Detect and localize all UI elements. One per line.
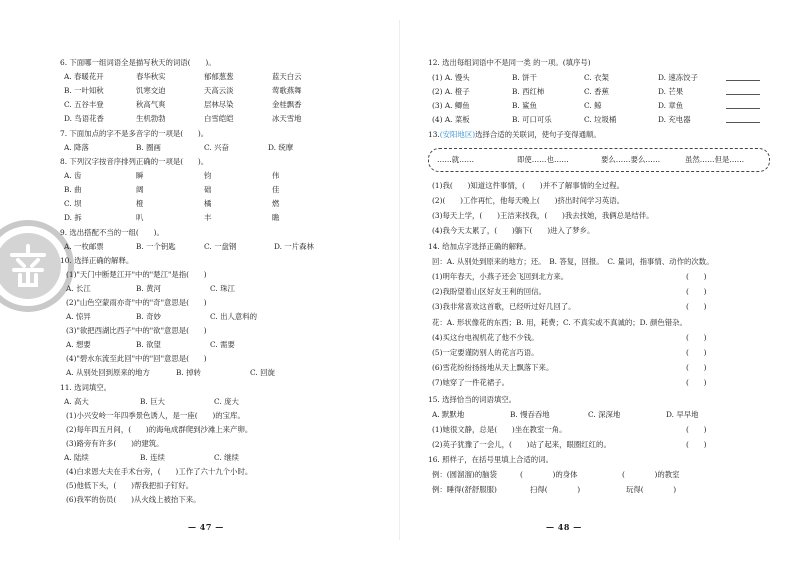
q15-answer-1[interactable]: ( ) bbox=[686, 425, 707, 434]
page-number-48: — 48 — bbox=[546, 522, 582, 532]
q14-line-1: (1)明年春天，小燕子还会飞回到北方来。 bbox=[432, 272, 569, 281]
q8-option-r1-c3: 钧 bbox=[204, 171, 212, 180]
q14-definition-hua: 花：A. 形状像花的东西；B. 用，耗费；C. 不真实或不真诚的；D. 颜色错杂。 bbox=[432, 318, 687, 327]
q7-option-d[interactable]: D. 统摩 bbox=[268, 143, 294, 152]
q8-option-r2-c1[interactable]: B. 曲 bbox=[64, 185, 82, 194]
q12-option-r3-c4[interactable]: D. 章鱼 bbox=[658, 101, 684, 110]
q12-answer-line-4[interactable] bbox=[726, 115, 760, 123]
q16-blank-4[interactable]: 玩得( ) bbox=[626, 485, 677, 494]
q8-option-r4-c1[interactable]: D. 拆 bbox=[64, 213, 82, 222]
q14-line-7: (7)她穿了一件花裙子。 bbox=[432, 378, 509, 387]
chain-option-2: 即使……也…… bbox=[517, 155, 569, 164]
q12-option-r3-c3[interactable]: C. 鲸 bbox=[584, 101, 602, 110]
q8-option-r1-c1[interactable]: A. 齿 bbox=[64, 171, 82, 180]
q9-option-c[interactable]: C. 一盘钢 bbox=[204, 242, 237, 251]
q12-option-r2-c1[interactable]: (2) A. 橙子 bbox=[432, 87, 470, 96]
q9-option-b[interactable]: B. 一个钥匙 bbox=[136, 242, 176, 251]
q16-blank-1[interactable]: ( )的身体 bbox=[520, 470, 578, 479]
q8-option-r3-c3: 橘 bbox=[204, 199, 212, 208]
q11-line-5: (5)他低下头，( )帮我把扣子钉好。 bbox=[66, 481, 194, 490]
q16-example-2: 例：睡得(舒舒服服) bbox=[432, 485, 497, 494]
q12-option-r4-c4[interactable]: D. 充电器 bbox=[658, 115, 691, 124]
q13-line-2: (2)( )工作再忙，他每天晚上( )挤出时间学习英语。 bbox=[432, 196, 624, 205]
q15-question: 15. 选择恰当的词语填空。 bbox=[428, 395, 517, 404]
q7-option-b[interactable]: B. 圈画 bbox=[136, 143, 161, 152]
q12-option-r1-c3[interactable]: C. 衣架 bbox=[584, 73, 609, 82]
q12-option-r2-c2[interactable]: B. 西红柿 bbox=[512, 87, 545, 96]
q12-option-r2-c4[interactable]: D. 芒果 bbox=[658, 87, 684, 96]
q11-line-3: (3)路旁有许多( )的建筑。 bbox=[66, 439, 164, 448]
q13-question: 选择合适的关联词，使句子变得通顺。 bbox=[475, 130, 601, 139]
q8-option-r3-c2: 橙 bbox=[136, 199, 144, 208]
q12-option-r1-c2[interactable]: B. 饼干 bbox=[512, 73, 537, 82]
q6-option-r3-c4: 金桂飘香 bbox=[272, 100, 302, 109]
page-number-47: — 47 — bbox=[188, 522, 224, 532]
q15-line-2: (2)英子犹豫了一会儿，( )站了起来，眼圈红红的。 bbox=[432, 440, 611, 449]
q11-opt1-b[interactable]: B. 巨大 bbox=[140, 397, 165, 406]
q11-opt1-a[interactable]: A. 高大 bbox=[64, 397, 89, 406]
q14-line-6: (6)雪花纷纷扬扬地从天上飘落下来。 bbox=[432, 363, 554, 372]
q16-example-1: 例：(圆溜溜)的脑袋 bbox=[432, 470, 497, 479]
q10-item-1-option-3[interactable]: C. 珠江 bbox=[210, 284, 235, 293]
q11-opt1-c[interactable]: C. 庞大 bbox=[214, 397, 239, 406]
q6-option-r1-c2: 春华秋实 bbox=[136, 72, 166, 81]
q12-answer-line-3[interactable] bbox=[726, 101, 760, 109]
q12-question: 12. 选出每组词语中不是同一类 的一项。(填序号) bbox=[428, 58, 591, 67]
q14-line-4: (4)买这台电视机花了他不少钱。 bbox=[432, 333, 539, 342]
q11-opt2-a[interactable]: A. 陆续 bbox=[64, 453, 89, 462]
q12-option-r4-c3[interactable]: C. 垃圾桶 bbox=[584, 115, 617, 124]
seal-glyph-icon bbox=[2, 240, 54, 292]
q9-option-d[interactable]: D. 一片森林 bbox=[274, 242, 314, 251]
q13-line-1: (1)我( )知道这件事情，( )并不了解事情的全过程。 bbox=[432, 181, 624, 190]
q8-option-r2-c2: 阔 bbox=[136, 185, 144, 194]
q10-item-3-option-3[interactable]: C. 需要 bbox=[210, 340, 235, 349]
q9-option-a[interactable]: A. 一枚邮票 bbox=[64, 242, 104, 251]
q10-item-4-option-3[interactable]: C. 回旋 bbox=[250, 368, 275, 377]
q11-question: 11. 选词填空。 bbox=[60, 383, 112, 392]
q8-option-r1-c4: 伟 bbox=[272, 171, 280, 180]
q14-question: 14. 给加点字选择正确的解释。 bbox=[428, 242, 531, 251]
q14-definition-hui: 回：A. 从别处到原来的地方；还。 B. 答复，回报。 C. 量词，指事情、动作的次数。 bbox=[432, 257, 714, 266]
q12-option-r2-c3[interactable]: C. 香蕉 bbox=[584, 87, 609, 96]
q10-item-4: (4)"碧水东流至此回"中的"回"意思是( ) bbox=[66, 354, 207, 363]
q6-option-r1-c1[interactable]: A. 春暖花开 bbox=[64, 72, 104, 81]
page-48 bbox=[400, 0, 800, 580]
q11-opt2-c[interactable]: C. 继续 bbox=[214, 453, 239, 462]
q6-option-r4-c3: 白雪皑皑 bbox=[204, 114, 234, 123]
q14-answer-6[interactable]: ( ) bbox=[686, 363, 707, 372]
q8-option-r2-c3: 础 bbox=[204, 185, 212, 194]
q7-option-c[interactable]: C. 兴奋 bbox=[204, 143, 229, 152]
q10-item-2-option-1[interactable]: A. 惊异 bbox=[66, 312, 91, 321]
q12-option-r1-c4[interactable]: D. 速冻饺子 bbox=[658, 73, 698, 82]
q11-line-2: (2)每年四五月间，( )的海龟成群爬到沙滩上来产卵。 bbox=[66, 425, 253, 434]
q14-answer-1[interactable]: ( ) bbox=[686, 272, 707, 281]
q10-item-2-option-2[interactable]: B. 奇妙 bbox=[136, 312, 161, 321]
q6-option-r2-c1[interactable]: B. 一叶知秋 bbox=[64, 86, 104, 95]
q12-option-r4-c1[interactable]: (4) A. 菜板 bbox=[432, 115, 470, 124]
q6-option-r3-c3: 层林尽染 bbox=[204, 100, 234, 109]
q14-answer-4[interactable]: ( ) bbox=[686, 333, 707, 342]
q6-option-r3-c2: 秋高气爽 bbox=[136, 100, 166, 109]
q6-option-r2-c2: 饥寒交迫 bbox=[136, 86, 166, 95]
q14-answer-3[interactable]: ( ) bbox=[686, 302, 707, 311]
q8-option-r3-c4: 燃 bbox=[272, 199, 280, 208]
q15-option-c[interactable]: C. 深深地 bbox=[588, 410, 621, 419]
q8-option-r1-c2: 瞬 bbox=[136, 171, 144, 180]
q15-line-1: (1)她很文静，总是( )坐在教室一角。 bbox=[432, 425, 567, 434]
q6-option-r4-c1[interactable]: D. 鸟语花香 bbox=[64, 114, 104, 123]
q10-item-1-option-1[interactable]: A. 长江 bbox=[66, 284, 91, 293]
q12-answer-line-2[interactable] bbox=[726, 87, 760, 95]
q15-answer-2[interactable]: ( ) bbox=[686, 440, 707, 449]
q14-answer-5[interactable]: ( ) bbox=[686, 348, 707, 357]
q8-option-r4-c2: 叭 bbox=[136, 213, 144, 222]
q12-answer-line-1[interactable] bbox=[726, 73, 760, 81]
q6-option-r1-c3: 郁郁葱葱 bbox=[204, 72, 234, 81]
q6-option-r1-c4: 蓝天白云 bbox=[272, 72, 302, 81]
q10-item-1: (1)"天门中断楚江开"中的"楚江"是指( ) bbox=[66, 270, 207, 279]
chain-option-1: ……就…… bbox=[437, 155, 474, 164]
q10-item-4-option-2[interactable]: B. 掉转 bbox=[176, 368, 201, 377]
q10-item-3-option-1[interactable]: A. 想要 bbox=[66, 340, 91, 349]
q14-line-2: (2)我盼望着山区好友王利的回信。 bbox=[432, 287, 546, 296]
q10-item-3-option-2[interactable]: B. 欲望 bbox=[136, 340, 161, 349]
q10-item-3: (3)"欲把西湖比西子"中的"欲"意思是( ) bbox=[66, 326, 207, 335]
q10-item-1-option-2[interactable]: B. 黄河 bbox=[136, 284, 161, 293]
q8-option-r2-c4: 佳 bbox=[272, 185, 280, 194]
q9-question: 9. 选出搭配不当的一组( )。 bbox=[60, 228, 164, 237]
q10-item-2-option-3[interactable]: C. 出人意料的 bbox=[210, 312, 258, 321]
q6-option-r2-c4: 莺歌燕舞 bbox=[272, 86, 302, 95]
q13-number: 13. bbox=[428, 130, 440, 139]
q15-option-b[interactable]: B. 慢吞吞地 bbox=[510, 410, 550, 419]
q12-option-r3-c1[interactable]: (3) A. 鲫鱼 bbox=[432, 101, 470, 110]
q11-line-4: (4)白求恩大夫在手术台旁，( )工作了六十九个小时。 bbox=[66, 467, 253, 476]
q7-question: 7. 下面加点的字不是多音字的一项是( )。 bbox=[60, 129, 209, 138]
q8-option-r4-c4: 瞻 bbox=[272, 213, 280, 222]
q16-question: 16. 照样子，在括号里填上合适的词。 bbox=[428, 455, 553, 464]
q13-region-tag: (安阳地区) bbox=[439, 130, 476, 139]
chain-option-4: 虽然……但是…… bbox=[685, 155, 745, 164]
q8-question: 8. 下列汉字按音序排列正确的一项是( )。 bbox=[60, 157, 209, 166]
q11-opt2-b[interactable]: B. 连续 bbox=[140, 453, 165, 462]
q12-option-r1-c1[interactable]: (1) A. 馒头 bbox=[432, 73, 470, 82]
q13-line-4: (4)我今天太累了，( )躺下( )进入了梦乡。 bbox=[432, 226, 595, 235]
q10-question: 10. 选择正确的解释。 bbox=[60, 256, 134, 265]
q8-option-r4-c3: 丰 bbox=[204, 213, 212, 222]
conjunction-word-box bbox=[428, 148, 770, 172]
q16-blank-3[interactable]: 扫得( ) bbox=[530, 485, 581, 494]
q8-option-r3-c1[interactable]: C. 坝 bbox=[64, 199, 82, 208]
q13-line-3: (3)每天上学，( )王洁来找我，( )我去找她，我俩总是结伴。 bbox=[432, 211, 654, 220]
chain-option-3: 要么……要么…… bbox=[601, 155, 661, 164]
q11-line-1: (1)小兴安岭一年四季景色诱人，是一座( )的宝库。 bbox=[66, 411, 245, 420]
q10-item-2: (2)"山色空蒙雨亦奇"中的"奇"意思是( ) bbox=[66, 298, 207, 307]
q10-item-4-option-1[interactable]: A. 从别处回到原来的地方 bbox=[66, 368, 150, 377]
q13-title bbox=[428, 130, 601, 140]
q16-blank-2[interactable]: ( )的教室 bbox=[622, 470, 680, 479]
q15-option-d[interactable]: D. 早早地 bbox=[666, 410, 699, 419]
q6-option-r4-c2: 生机勃勃 bbox=[136, 114, 166, 123]
q11-line-6: (6)我军的伤员( )从火线上被抬下来。 bbox=[66, 495, 201, 504]
q7-option-a[interactable]: A. 降落 bbox=[64, 143, 89, 152]
q14-answer-7[interactable]: ( ) bbox=[686, 378, 707, 387]
q15-option-a[interactable]: A. 默默地 bbox=[432, 410, 465, 419]
q6-option-r2-c3: 天高云淡 bbox=[204, 86, 234, 95]
q6-option-r3-c1[interactable]: C. 五谷丰登 bbox=[64, 100, 104, 109]
q12-option-r4-c2[interactable]: B. 可口可乐 bbox=[512, 115, 552, 124]
q6-option-r4-c4: 冰天雪地 bbox=[272, 114, 302, 123]
q12-option-r3-c2[interactable]: B. 鲨鱼 bbox=[512, 101, 537, 110]
q6-question: 6. 下面哪一组词语全是描写秋天的词语( )。 bbox=[60, 58, 216, 67]
q14-line-5: (5)一定要谨防别人的花言巧语。 bbox=[432, 348, 539, 357]
q14-answer-2[interactable]: ( ) bbox=[686, 287, 707, 296]
q14-line-3: (3)我非常喜欢这首歌，已经听过好几回了。 bbox=[432, 302, 576, 311]
